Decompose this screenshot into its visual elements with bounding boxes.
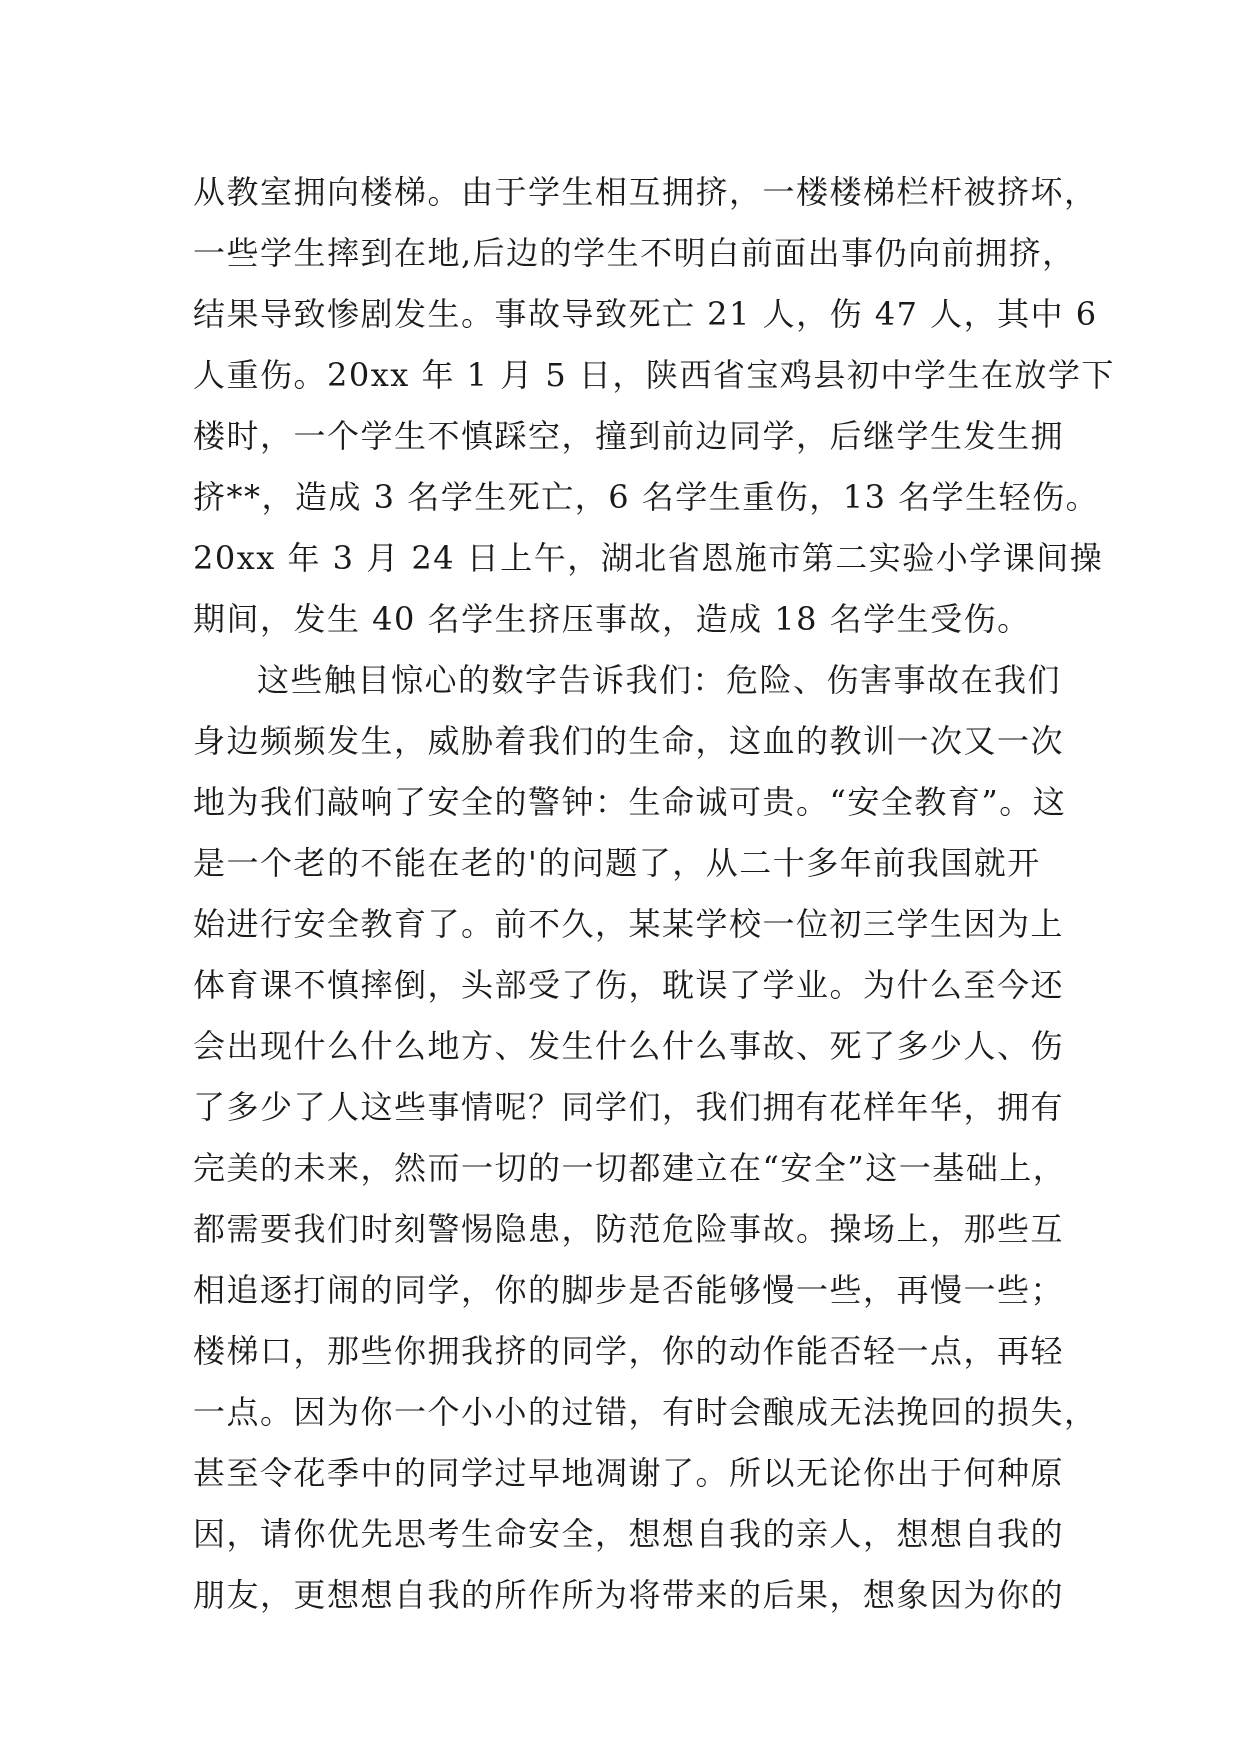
paragraph-first-line: 这些触目惊心的数字告诉我们：危险、伤害事故在我们 [257, 661, 1062, 699]
text-line: 身边频频发生，威胁着我们的生命，这血的教训一次又一次 [193, 722, 1065, 760]
text-line: 期间，发生 40 名学生挤压事故，造成 18 名学生受伤。 [193, 600, 1031, 638]
text-line: 地为我们敲响了安全的警钟：生命诚可贵。“安全教育”。这 [193, 783, 1067, 821]
text-line: 了多少了人这些事情呢？同学们，我们拥有花样年华，拥有 [193, 1088, 1065, 1126]
body-text [193, 162, 1115, 1626]
text-line: 结果导致惨剧发生。事故导致死亡 21 人，伤 47 人，其中 6 [193, 295, 1098, 333]
text-line: 人重伤。20xx 年 1 月 5 日，陕西省宝鸡县初中学生在放学下 [193, 356, 1115, 394]
text-line: 楼梯口，那些你拥我挤的同学，你的动作能否轻一点，再轻 [193, 1332, 1065, 1370]
text-line: 体育课不慎摔倒，头部受了伤，耽误了学业。为什么至今还 [193, 966, 1065, 1004]
text-line: 一点。因为你一个小小的过错，有时会酿成无法挽回的损失， [193, 1393, 1098, 1431]
text-line: 20xx 年 3 月 24 日上午，湖北省恩施市第二实验小学课间操 [193, 539, 1104, 577]
text-line: 完美的未来，然而一切的一切都建立在“安全”这一基础上， [193, 1149, 1067, 1187]
text-line: 楼时，一个学生不慎踩空，撞到前边同学，后继学生发生拥 [193, 417, 1065, 455]
text-line: 会出现什么什么地方、发生什么什么事故、死了多少人、伤 [193, 1027, 1065, 1065]
text-line: 因，请你优先思考生命安全，想想自我的亲人，想想自我的 [193, 1515, 1065, 1553]
text-line: 是一个老的不能在老的'的问题了，从二十多年前我国就开 [193, 844, 1041, 882]
text-line: 始进行安全教育了。前不久，某某学校一位初三学生因为上 [193, 905, 1065, 943]
text-line: 都需要我们时刻警惕隐患，防范危险事故。操场上，那些互 [193, 1210, 1065, 1248]
text-line: 从教室拥向楼梯。由于学生相互拥挤，一楼楼梯栏杆被挤坏， [193, 173, 1098, 211]
text-line: 甚至令花季中的同学过早地凋谢了。所以无论你出于何种原 [193, 1454, 1065, 1492]
text-line: 挤**，造成 3 名学生死亡，6 名学生重伤，13 名学生轻伤。 [193, 478, 1100, 516]
text-line: 朋友，更想想自我的所作所为将带来的后果，想象因为你的 [193, 1576, 1065, 1614]
text-line: 相追逐打闹的同学，你的脚步是否能够慢一些，再慢一些； [193, 1271, 1065, 1309]
text-line: 一些学生摔到在地,后边的学生不明白前面出事仍向前拥挤， [193, 234, 1076, 272]
